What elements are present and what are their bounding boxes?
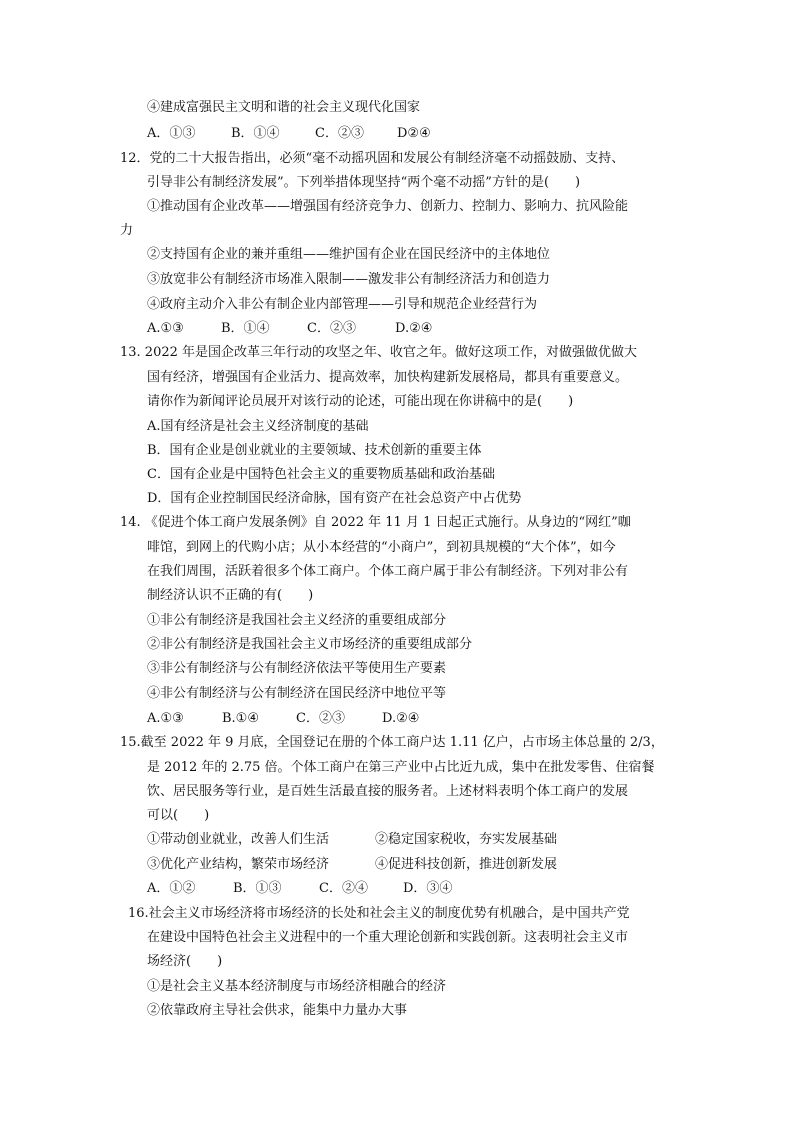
q14-item-1: ①非公有制经济是我国社会主义经济的重要组成部分 bbox=[147, 613, 447, 628]
q16-stem-line-3: 场经济( ) bbox=[147, 954, 223, 969]
q15-item-2: ②稳定国家税收，夯实发展基础 bbox=[375, 832, 558, 847]
q16-item-2: ②依靠政府主导社会供求，能集中力量办大事 bbox=[147, 1003, 408, 1018]
q12-item-4: ④政府主动介入非公有制企业内部管理——引导和规范企业经营行为 bbox=[147, 297, 538, 312]
q12-option-d: D.②④ bbox=[395, 321, 433, 336]
q13-stem-line-1: 13. 2022 年是国企改革三年行动的攻坚之年、收官之年。做好这项工作，对做强做优做大 bbox=[120, 345, 638, 360]
q13-option-a: A.国有经济是社会主义经济制度的基础 bbox=[147, 419, 369, 434]
q15-items-row-2 bbox=[147, 856, 557, 874]
q12-option-c: C．②③ bbox=[307, 321, 356, 336]
q14-item-4: ④非公有制经济与公有制经济在国民经济中地位平等 bbox=[147, 686, 447, 701]
q15-item-1: ①带动创业就业，改善人们生活 bbox=[147, 832, 330, 847]
q15-item-3: ③优化产业结构，繁荣市场经济 bbox=[147, 857, 330, 872]
q12-stem-line-1: 12．党的二十大报告指出，必须“毫不动摇巩固和发展公有制经济毫不动摇鼓励、支持、 bbox=[120, 151, 625, 166]
q15-item-4: ④促进科技创新，推进创新发展 bbox=[375, 857, 558, 872]
q15-option-c: C．②④ bbox=[319, 881, 368, 896]
q16-stem-line-2: 在建设中国特色社会主义进程中的一个重大理论创新和实践创新。这表明社会主义市 bbox=[147, 930, 629, 945]
q15-stem-line-2: 是 2012 年的 2.75 倍。个体工商户在第三产业中占比近九成，集中在批发零售、住宿餐 bbox=[147, 760, 655, 775]
q14-option-b: B.①④ bbox=[222, 711, 259, 726]
q14-option-c: C．②③ bbox=[296, 711, 345, 726]
q16-stem-line-1: 16.社会主义市场经济将市场经济的长处和社会主义的制度优势有机融合，是中国共产党 bbox=[128, 906, 630, 921]
q11-option-c: C．②③ bbox=[315, 126, 364, 141]
q11-option-d: D②④ bbox=[397, 126, 431, 141]
q13-option-d: D．国有企业控制国民经济命脉，国有资产在社会总资产中占优势 bbox=[147, 491, 522, 506]
q15-stem-line-4: 可以( ) bbox=[147, 808, 210, 823]
q15-options bbox=[147, 880, 452, 898]
q11-item-4: ④建成富强民主文明和谐的社会主义现代化国家 bbox=[147, 100, 421, 115]
q12-options bbox=[147, 320, 432, 338]
q12-item-3: ③放宽非公有制经济市场准入限制——激发非公有制经济活力和创造力 bbox=[147, 272, 551, 287]
q13-stem-line-2: 国有经济，增强国有企业活力、提高效率，加快构建新发展格局，都具有重要意义。 bbox=[147, 370, 629, 385]
q14-stem-line-2: 啡馆，到网上的代购小店；从小本经营的“小商户”，到初具规模的“大个体”，如今 bbox=[147, 540, 616, 555]
q14-stem-line-3: 在我们周围，活跃着很多个体工商户。个体工商户属于非公有制经济。下列对非公有 bbox=[147, 564, 629, 579]
q15-option-b: B．①③ bbox=[233, 881, 282, 896]
q15-items-row-1 bbox=[147, 831, 557, 849]
q12-stem-line-2: 引导非公有制经济发展”。下列举措体现坚持“两个毫不动摇”方针的是( ) bbox=[147, 175, 581, 190]
q14-item-3: ③非公有制经济与公有制经济依法平等使用生产要素 bbox=[147, 661, 447, 676]
q14-option-a: A.①③ bbox=[147, 711, 184, 726]
q11-option-b: B．①④ bbox=[231, 126, 280, 141]
q14-stem-line-1: 14. 《促进个体工商户发展条例》自 2022 年 11 月 1 日起正式施行。从身边的“网红”咖 bbox=[120, 515, 631, 530]
q14-item-2: ②非公有制经济是我国社会主义市场经济的重要组成部分 bbox=[147, 637, 473, 652]
q16-item-1: ①是社会主义基本经济制度与市场经济相融合的经济 bbox=[147, 979, 447, 994]
q11-options bbox=[147, 125, 431, 143]
q13-option-c: C．国有企业是中国特色社会主义的重要物质基础和政治基础 bbox=[147, 467, 495, 482]
q15-stem-line-1: 15.截至 2022 年 9 月底，全国登记在册的个体工商户达 1.11 亿户，占市场主体总量的 2/3， bbox=[120, 735, 664, 750]
q15-stem-line-3: 饮、居民服务等行业，是百姓生活最直接的服务者。上述材料表明个体工商户的发展 bbox=[147, 784, 629, 799]
q12-item-1: ①推动国有企业改革——增强国有经济竞争力、创新力、控制力、影响力、抗风险能 bbox=[147, 199, 629, 214]
q12-option-a: A.①③ bbox=[147, 321, 184, 336]
q14-options bbox=[147, 710, 419, 728]
q12-item-2: ②支持国有企业的兼并重组——维护国有企业在国民经济中的主体地位 bbox=[147, 247, 551, 262]
q15-option-a: A．①② bbox=[147, 881, 196, 896]
q13-stem-line-3: 请你作为新闻评论员展开对该行动的论述，可能出现在你讲稿中的是( ) bbox=[147, 394, 574, 409]
q12-item-1-wrap: 力 bbox=[120, 223, 134, 238]
q11-option-a: A．①③ bbox=[147, 126, 196, 141]
q14-stem-line-4: 制经济认识不正确的有( ) bbox=[147, 588, 314, 603]
q12-option-b: B．①④ bbox=[221, 321, 270, 336]
q14-option-d: D.②④ bbox=[382, 711, 420, 726]
q15-option-d: D．③④ bbox=[403, 881, 453, 896]
q13-option-b: B．国有企业是创业就业的主要领域、技术创新的重要主体 bbox=[147, 443, 482, 458]
